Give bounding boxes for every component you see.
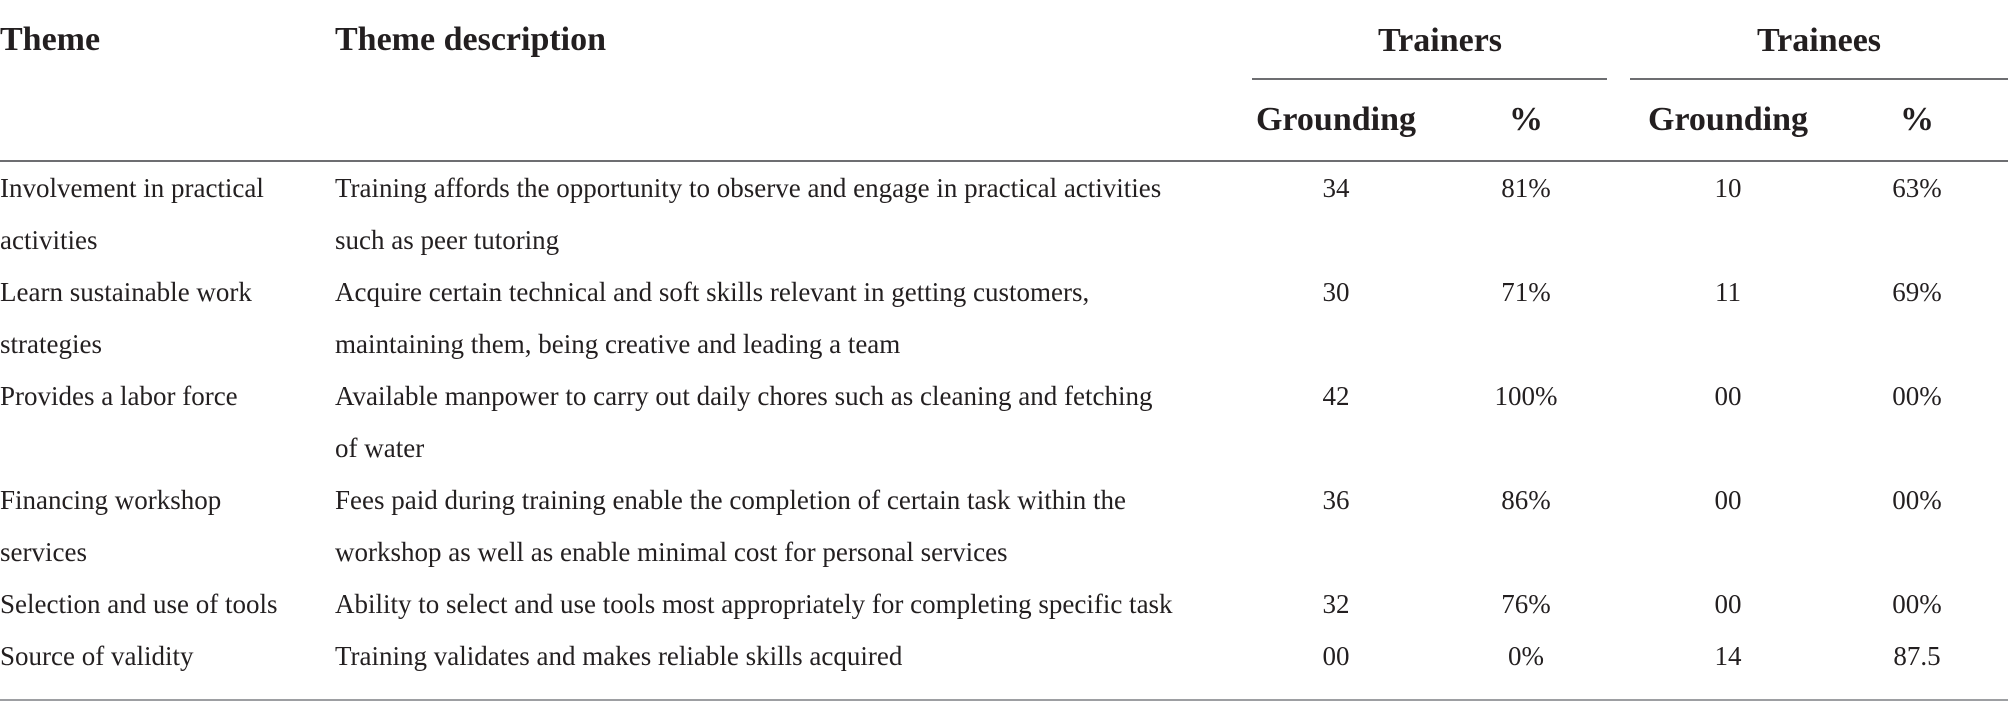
trainees-grounding-cell: 00: [1714, 381, 1742, 411]
description-line-1: Ability to select and use tools most appropriately for completing specific task: [335, 589, 1173, 619]
trainees-percent-cell: 00%: [1892, 381, 1942, 411]
theme-cell: [0, 370, 335, 474]
header-theme-description: Theme description: [335, 21, 607, 58]
description-line-1: Acquire certain technical and soft skills relevant in getting customers,: [335, 277, 1090, 307]
trainers-grounding-cell: 42: [1322, 381, 1350, 411]
theme-line-1: Provides a labor force: [0, 381, 238, 411]
trainees-percent-cell: 00%: [1892, 485, 1942, 515]
theme-line-1: Involvement in practical: [0, 173, 264, 203]
theme-cell: [0, 162, 335, 266]
table-row: [0, 266, 2008, 370]
trainees-grounding-cell: 11: [1715, 277, 1742, 307]
trainees-grounding-cell: 10: [1714, 173, 1742, 203]
theme-cell: [0, 266, 335, 370]
header-group-trainees: [1630, 0, 2008, 80]
description-cell: [335, 474, 1250, 578]
theme-cell: [0, 578, 335, 630]
trainees-percent-cell: 69%: [1892, 277, 1942, 307]
trainees-percent-cell: 63%: [1892, 173, 1942, 203]
trainers-percent-cell: 71%: [1501, 277, 1551, 307]
header-trainees-label: Trainees: [1757, 22, 1882, 59]
theme-line-2: strategies: [0, 329, 102, 359]
trainers-grounding-cell: 00: [1322, 641, 1350, 671]
trainers-grounding-cell: 34: [1322, 173, 1350, 203]
theme-cell: [0, 630, 335, 682]
description-line-1: Available manpower to carry out daily chores such as cleaning and fetching: [335, 381, 1153, 411]
table-row: [0, 370, 2008, 474]
theme-cell: [0, 474, 335, 578]
header-row-subcolumns: [0, 80, 2008, 162]
theme-line-2: activities: [0, 225, 98, 255]
description-cell: [335, 578, 1250, 630]
trainees-percent-cell: 00%: [1892, 589, 1942, 619]
header-trainers-percent: %: [1422, 80, 1630, 162]
trainers-grounding-cell: 36: [1322, 485, 1350, 515]
description-cell: [335, 266, 1250, 370]
trainees-grounding-cell: 14: [1714, 641, 1742, 671]
table-row: [0, 474, 2008, 578]
header-description-empty: [335, 80, 1250, 162]
trainers-percent-cell: 76%: [1501, 589, 1551, 619]
table-body: [0, 162, 2008, 682]
theme-line-1: Financing workshop: [0, 485, 222, 515]
header-group-trainers: [1250, 0, 1630, 80]
description-cell: [335, 630, 1250, 682]
header-row-groups: [0, 0, 2008, 80]
trainers-percent-cell: 100%: [1494, 381, 1558, 411]
table-row: [0, 578, 2008, 630]
trainers-grounding-cell: 30: [1322, 277, 1350, 307]
table-bottom-rule: [0, 699, 2008, 701]
description-cell: [335, 162, 1250, 266]
trainees-percent-cell: 87.5: [1893, 641, 1941, 671]
description-line-2: of water: [335, 433, 425, 463]
description-cell: [335, 370, 1250, 474]
trainers-grounding-cell: 32: [1322, 589, 1350, 619]
theme-line-1: Learn sustainable work: [0, 277, 252, 307]
header-trainers-label: Trainers: [1378, 22, 1503, 59]
description-line-2: such as peer tutoring: [335, 225, 560, 255]
header-theme-empty: [0, 80, 335, 162]
description-line-1: Fees paid during training enable the completion of certain task within the: [335, 485, 1127, 515]
theme-line-1: Source of validity: [0, 641, 194, 671]
header-trainers-grounding: Grounding: [1250, 80, 1422, 162]
trainees-grounding-cell: 00: [1714, 485, 1742, 515]
header-trainees-grounding: Grounding: [1630, 80, 1826, 162]
description-line-1: Training affords the opportunity to observe and engage in practical activities: [335, 173, 1162, 203]
theme-line-1: Selection and use of tools: [0, 589, 278, 619]
header-theme: Theme: [0, 21, 101, 58]
table-row: [0, 630, 2008, 682]
description-line-2: workshop as well as enable minimal cost for personal services: [335, 537, 1008, 567]
header-trainees-percent: %: [1826, 80, 2008, 162]
trainers-group-rule: [1252, 78, 1607, 80]
trainers-percent-cell: 0%: [1508, 641, 1544, 671]
description-line-2: maintaining them, being creative and leading a team: [335, 329, 901, 359]
trainees-grounding-cell: 00: [1714, 589, 1742, 619]
trainers-percent-cell: 81%: [1501, 173, 1551, 203]
trainers-percent-cell: 86%: [1501, 485, 1551, 515]
theme-line-2: services: [0, 537, 87, 567]
trainees-group-rule: [1630, 78, 2008, 80]
table-row: [0, 162, 2008, 266]
description-line-1: Training validates and makes reliable skills acquired: [335, 641, 903, 671]
